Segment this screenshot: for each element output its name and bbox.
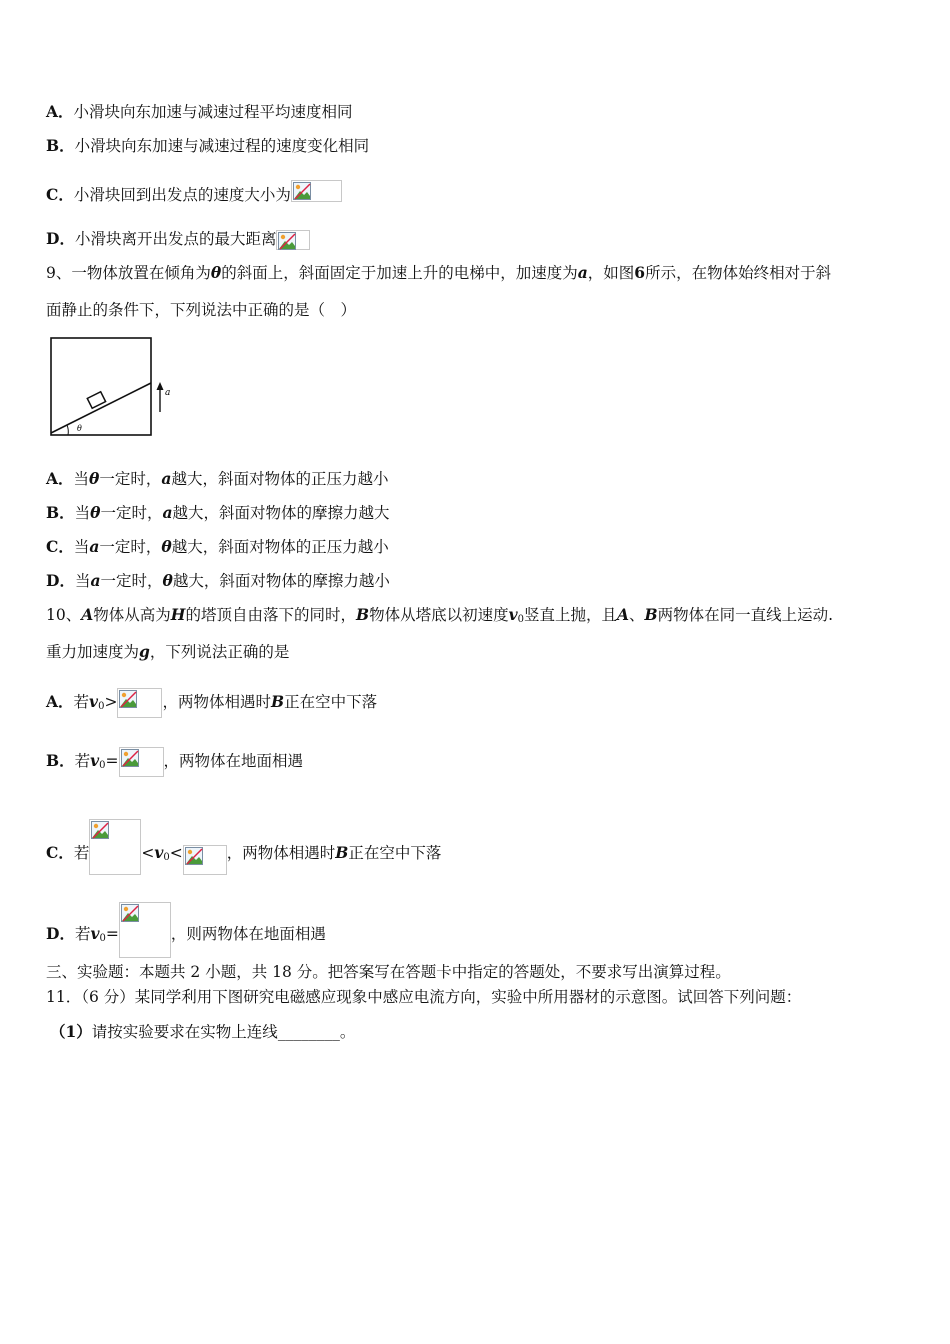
q10-option-a — [46, 688, 377, 718]
variable: v — [508, 605, 518, 624]
operator: = — [105, 925, 119, 943]
option-label: B． — [46, 503, 75, 522]
angle-arc — [67, 425, 68, 435]
q9-stem-line1 — [46, 262, 831, 284]
variable: v — [90, 751, 100, 770]
q10-option-d — [46, 902, 326, 950]
variable: A — [616, 605, 630, 624]
acceleration-label: a — [165, 388, 171, 398]
theta-var: θ — [210, 263, 222, 282]
text: 物体从塔底以初速度 — [369, 606, 509, 624]
option-text: 小滑块回到出发点的速度大小为 — [73, 186, 291, 204]
q8-option-a — [46, 101, 353, 123]
text: ，两物体相遇时 — [162, 693, 271, 711]
q9-option-d — [46, 570, 390, 592]
text: 若 — [74, 925, 91, 943]
broken-image-icon — [276, 230, 310, 250]
text: ，则两物体在地面相遇 — [170, 925, 326, 943]
subscript: 0 — [163, 852, 170, 863]
broken-image-icon — [291, 180, 342, 202]
block — [87, 392, 105, 409]
variable: v — [89, 692, 99, 711]
q10-option-c — [46, 819, 441, 869]
broken-image-icon — [89, 819, 141, 875]
text: 当 — [73, 470, 90, 488]
variable: θ — [89, 469, 100, 488]
q11-part-1 — [50, 1021, 355, 1043]
variable: B — [644, 605, 658, 624]
variable: a — [90, 571, 101, 590]
text: ，下列说法正确的是 — [149, 643, 290, 661]
text: 一定时， — [99, 470, 162, 488]
q10-stem-line2 — [46, 641, 289, 663]
variable: B — [270, 692, 285, 711]
variable: a — [162, 503, 173, 522]
subscript: 0 — [99, 933, 106, 944]
subscript: 0 — [98, 701, 105, 712]
text: 当 — [74, 572, 91, 590]
a-var: a — [577, 263, 588, 282]
option-label: A． — [46, 692, 74, 711]
option-label: A． — [46, 102, 74, 121]
text: 的塔顶自由落下的同时， — [185, 606, 356, 624]
subscript: 0 — [517, 614, 524, 625]
q8-option-d — [46, 228, 310, 250]
option-label: D． — [46, 229, 75, 248]
broken-image-icon — [119, 902, 171, 958]
variable: A — [81, 605, 94, 624]
text: 一定时， — [100, 572, 163, 590]
text: ，两物体在地面相遇 — [163, 752, 304, 770]
option-label: B． — [46, 751, 75, 770]
variable: θ — [162, 571, 173, 590]
incline-elevator-figure — [48, 336, 178, 438]
variable: a — [161, 469, 172, 488]
question-number: 10、 — [46, 606, 82, 624]
variable: B — [355, 605, 370, 624]
text: 、 — [629, 606, 645, 624]
operator: < — [169, 844, 183, 862]
option-label: C． — [46, 185, 74, 204]
text: 9、一物体放置在倾角为 — [46, 264, 211, 282]
broken-image-icon — [183, 845, 227, 875]
text: 一定时， — [100, 504, 163, 522]
variable: v — [154, 843, 164, 862]
text: 。 — [339, 1023, 356, 1041]
q8-option-b — [46, 135, 369, 157]
option-label: A． — [46, 469, 74, 488]
q8-option-c — [46, 180, 342, 206]
q9-stem-line2: 面静止的条件下，下列说法中正确的是（ ） — [46, 301, 357, 319]
option-text: 小滑块向东加速与减速过程平均速度相同 — [73, 103, 353, 121]
q9-option-b — [46, 502, 390, 524]
broken-image-icon — [119, 747, 164, 777]
option-label: B． — [46, 136, 75, 155]
text: 越大，斜面对物体的摩擦力越小 — [172, 572, 390, 590]
operator: > — [104, 693, 118, 711]
text: 所示，在物体始终相对于斜 — [645, 264, 832, 282]
text: 当 — [74, 504, 91, 522]
text: 的斜面上，斜面固定于加速上升的电梯中，加速度为 — [221, 264, 578, 282]
variable: v — [90, 924, 100, 943]
variable: θ — [161, 537, 172, 556]
text: 越大，斜面对物体的正压力越小 — [171, 538, 389, 556]
answer-blank[interactable]: ________ — [277, 1023, 340, 1041]
q10-stem-line1 — [46, 604, 833, 631]
theta-label: θ — [77, 424, 82, 433]
text: 越大，斜面对物体的正压力越小 — [171, 470, 389, 488]
section-3-heading: 三、实验题：本题共 2 小题，共 18 分。把答案写在答题卡中指定的答题处，不要求写出演算过程。 — [46, 963, 731, 981]
option-label: C． — [46, 843, 74, 862]
text: 越大，斜面对物体的摩擦力越大 — [172, 504, 390, 522]
text: 若 — [74, 752, 91, 770]
variable: θ — [90, 503, 101, 522]
option-label: D． — [46, 924, 75, 943]
option-text: 小滑块向东加速与减速过程的速度变化相同 — [74, 137, 370, 155]
text: 正在空中下落 — [348, 844, 442, 862]
text: 一定时， — [99, 538, 162, 556]
text: 若 — [73, 693, 90, 711]
operator: = — [105, 752, 119, 770]
text: ，两物体相遇时 — [226, 844, 336, 862]
text: 当 — [73, 538, 90, 556]
variable: a — [89, 537, 100, 556]
text: 竖直上抛，且 — [523, 606, 617, 624]
option-label: C． — [46, 537, 74, 556]
text: 若 — [73, 844, 90, 862]
elevator-box — [51, 338, 151, 435]
text: 物体从高为 — [93, 606, 171, 624]
text: 正在空中下落 — [284, 693, 378, 711]
option-label: D． — [46, 571, 75, 590]
variable: B — [335, 843, 349, 862]
part-label: （1） — [50, 1022, 92, 1041]
broken-image-icon — [117, 688, 162, 718]
text: 请按实验要求在实物上连线 — [91, 1023, 278, 1041]
text: 重力加速度为 — [46, 643, 140, 661]
q9-option-a — [46, 468, 388, 490]
figure-number: 6 — [634, 263, 646, 282]
option-text: 小滑块离开出发点的最大距离 — [74, 230, 277, 248]
text: ，如图 — [587, 264, 635, 282]
q9-option-c — [46, 536, 389, 558]
q11-stem: 11．（6 分）某同学利用下图研究电磁感应现象中感应电流方向，实验中所用器材的示意图。试回答下列问题： — [46, 988, 802, 1006]
variable: H — [170, 605, 186, 624]
variable: g — [139, 642, 150, 661]
operator: < — [141, 844, 155, 862]
q10-option-b — [46, 747, 303, 777]
incline-surface — [51, 383, 151, 433]
subscript: 0 — [99, 760, 106, 771]
text: 两物体在同一直线上运动. — [657, 606, 834, 624]
